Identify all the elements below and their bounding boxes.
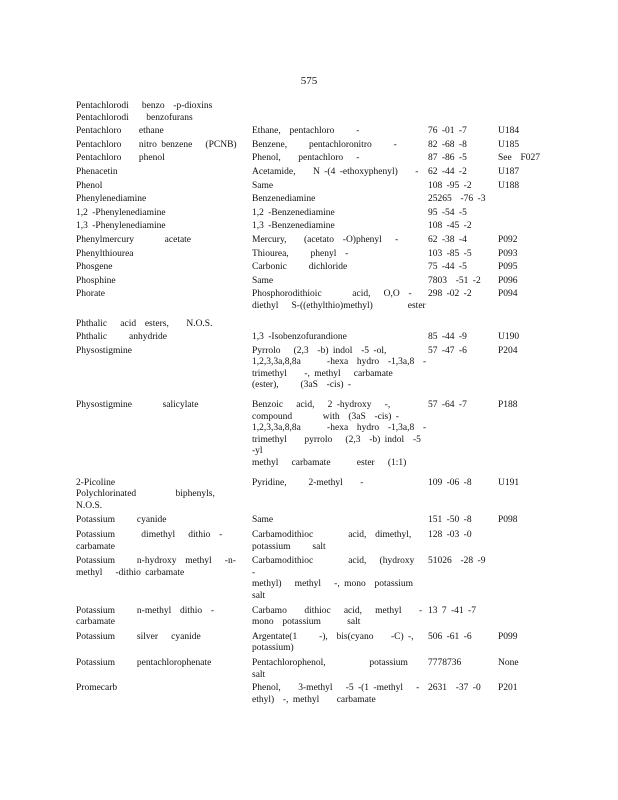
cas-number-cell [428,101,498,113]
waste-code-cell: P204 [498,345,518,356]
waste-code-cell [498,606,556,629]
cas-number-cell: 2631 -37 -0 [428,683,481,694]
cas-number-cell: 506 -61 -6 [428,631,472,642]
substance-cell: Phthalic anhydride [76,332,167,343]
waste-code-cell: U185 [498,139,520,150]
cas-number-cell: 25265 -76 -3 [428,194,486,205]
chemical-abstract-cell: Carbamodithioc acid, (hydroxy - methyl) methyl -, mono potassium salt [252,556,415,601]
waste-code-cell [498,194,556,206]
chemical-abstract-cell: Phenol, 3-methyl -5 -(1 -methyl - ethyl) -, methyl carbamate [252,683,420,705]
table-row [76,140,556,152]
waste-code-cell: P096 [498,275,518,286]
waste-code-cell: P095 [498,262,518,273]
chemical-abstract-cell: Carbonic dichloride [252,262,348,273]
chemical-abstract-cell: Carbamo dithioc acid, methyl - mono potassium salt [252,605,423,628]
cas-number-cell: 87 -86 -5 [428,153,467,164]
substance-cell: Phorate [76,289,106,300]
table-row [76,113,556,125]
substance-cell: Physostigmine [76,345,132,356]
table-row [76,346,556,392]
cas-number-cell: 108 -45 -2 [428,221,472,232]
cas-number-cell: 151 -50 -8 [428,515,472,526]
chemical-abstract-cell: Pyridine, 2-methyl - [252,477,364,488]
table-row [76,101,556,113]
cas-number-cell: 109 -06 -8 [428,477,472,488]
waste-code-cell: P092 [498,234,518,245]
cas-number-cell [428,113,498,125]
table-row [76,153,556,165]
cas-number-cell: 82 -68 -8 [428,139,467,150]
substance-cell: Pentachlorodi benzo -p-dioxins [76,101,213,111]
waste-code-cell: P094 [498,289,518,300]
substance-cell: Potassium dimethyl dithio - carbamate [76,530,223,552]
waste-code-cell [498,556,556,602]
table-row [76,489,556,512]
cas-number-cell [428,319,498,331]
substance-cell: Phenylenediamine [76,194,147,205]
substance-cell: Phosgene [76,262,113,273]
hazardous-substance-table [76,101,556,706]
cas-number-cell: 103 -85 -5 [428,248,472,259]
cas-number-cell: 57 -64 -7 [428,400,467,411]
chemical-abstract-cell: Pyrrolo (2,3 -b) indol -5 -ol, 1,2,3,3a,8,8a -hexa hydro -1,3a,8 - trimethyl -, methyl carbamate (ester), (3aS -cis) - [252,345,427,391]
page-number: 575 [300,75,318,87]
cas-number-cell: 62 -38 -4 [428,234,467,245]
table-row [76,530,556,553]
waste-code-cell: P098 [498,515,518,526]
cas-number-cell: 95 -54 -5 [428,207,467,218]
substance-cell: Polychlorinated biphenyls, N.O.S. [76,489,215,511]
table-row [76,556,556,602]
substance-cell: Promecarb [76,683,118,694]
waste-code-cell [498,101,556,113]
table-row [76,658,556,681]
waste-code-cell [498,489,556,512]
waste-code-cell [498,113,556,125]
chemical-abstract-cell [252,319,428,331]
cas-number-cell: 13 7 -41 -7 [428,605,476,616]
chemical-abstract-cell: Argentate(1 -), bis(cyano -C) -, potassium) [252,631,414,654]
waste-code-cell [498,319,556,331]
waste-code-cell [498,530,556,553]
chemical-abstract-cell [252,101,428,113]
substance-cell: Phenylmercury acetate [76,234,192,245]
substance-cell: Potassium silver cyanide [76,631,201,642]
chemical-abstract-cell [252,489,428,512]
table-row [76,683,556,706]
cas-number-cell: 51026 -28 -9 [428,556,486,567]
substance-cell: Pentachloro phenol [76,153,165,164]
table-row [76,126,556,138]
chemical-abstract-cell: Thiourea, phenyl - [252,248,349,259]
table-row [76,194,556,206]
table-row [76,221,556,233]
waste-code-cell: See F027 [498,153,540,164]
substance-cell: Potassium pentachlorophenate [76,657,212,668]
cas-number-cell: 7778736 [428,657,462,668]
chemical-abstract-cell: Same [252,180,274,191]
chemical-abstract-cell: Mercury, (acetato -O)phenyl - [252,234,399,245]
substance-cell: 1,2 -Phenylenediamine [76,207,166,218]
chemical-abstract-cell: 1,3 -Isobenzofurandione [252,332,347,343]
substance-cell: 1,3 -Phenylenediamine [76,221,166,232]
chemical-abstract-cell: Acetamide, N -(4 -ethoxyphenyl) - [252,166,419,177]
cas-number-cell: 62 -44 -2 [428,166,467,177]
chemical-abstract-cell: Same [252,515,274,526]
substance-cell: Phosphine [76,275,116,286]
table-row [76,515,556,527]
substance-cell: Phthalic acid esters, N.O.S. [76,318,213,329]
waste-code-cell [498,221,556,233]
waste-code-cell: U187 [498,166,520,177]
table-row [76,208,556,220]
table-row [76,632,556,655]
table-row [76,167,556,179]
waste-code-cell: U188 [498,180,520,191]
substance-cell: Phenylthiourea [76,248,134,259]
cas-number-cell: 75 -44 -5 [428,262,467,273]
table-row [76,319,556,331]
waste-code-cell: P099 [498,631,518,642]
cas-number-cell: 7803 -51 -2 [428,275,481,286]
chemical-abstract-cell: Phenol, pentachloro - [252,153,360,164]
cas-number-cell: 57 -47 -6 [428,345,467,356]
chemical-abstract-cell: Phosphorodithioic acid, O,O - diethyl S-((ethylthio)methyl) ester [252,289,426,311]
waste-code-cell: U190 [498,332,520,343]
table-row [76,332,556,344]
table-row [76,262,556,274]
substance-cell: Potassium n-methyl dithio - carbamate [76,605,215,628]
cas-number-cell: 298 -02 -2 [428,289,472,300]
chemical-abstract-cell: 1,3 -Benzenediamine [252,221,335,232]
waste-code-cell: None [498,657,519,668]
table-row [76,181,556,193]
chemical-abstract-cell: Same [252,275,274,286]
table-row [76,249,556,261]
table-row [76,289,556,312]
chemical-abstract-cell: Carbamodithioc acid, dimethyl, potassium salt [252,530,412,552]
chemical-abstract-cell: Ethane, pentachloro - [252,126,360,137]
cas-number-cell: 128 -03 -0 [428,530,472,540]
waste-code-cell: P188 [498,400,518,411]
table-row [76,235,556,247]
table-row [76,606,556,629]
substance-cell: Potassium n-hydroxy methyl -n- methyl -dithio carbamate [76,556,236,578]
substance-cell: 2-Picoline [76,477,116,488]
cas-number-cell: 76 -01 -7 [428,126,467,137]
substance-cell: Potassium cyanide [76,515,167,526]
substance-cell: Pentachlorodi benzofurans [76,112,193,123]
substance-cell: Physostigmine salicylate [76,400,199,411]
cas-number-cell: 108 -95 -2 [428,180,472,191]
substance-cell: Phenol [76,180,103,191]
table-row [76,276,556,288]
waste-code-cell [498,208,556,220]
substance-cell: Pentachloro ethane [76,126,164,137]
substance-cell: Phenacetin [76,166,118,177]
chemical-abstract-cell: Benzenediamine [252,194,316,205]
chemical-abstract-cell [252,113,428,125]
cas-number-cell: 85 -44 -9 [428,332,467,343]
waste-code-cell: U191 [498,477,520,488]
table-row [76,400,556,470]
substance-cell: Pentachloro nitro benzene (PCNB) [76,139,237,150]
waste-code-cell: P201 [498,683,518,694]
chemical-abstract-cell: 1,2 -Benzenediamine [252,207,335,218]
chemical-abstract-cell: Pentachlorophenol, potassium salt [252,657,430,680]
waste-code-cell: U184 [498,126,520,137]
waste-code-cell: P093 [498,248,518,259]
chemical-abstract-cell: Benzene, pentachloronitro - [252,139,397,150]
chemical-abstract-cell: Benzoic acid, 2 -hydroxy -, compound with (3aS -cis) - 1,2,3,3a,8,8a -hexa hydro -1,3a,8 - trimethyl pyrrolo (2,3 -b) indol -5 -yl methyl carbamate ester (1:1) [252,400,427,469]
cas-number-cell [428,489,498,512]
table-row [76,478,556,490]
